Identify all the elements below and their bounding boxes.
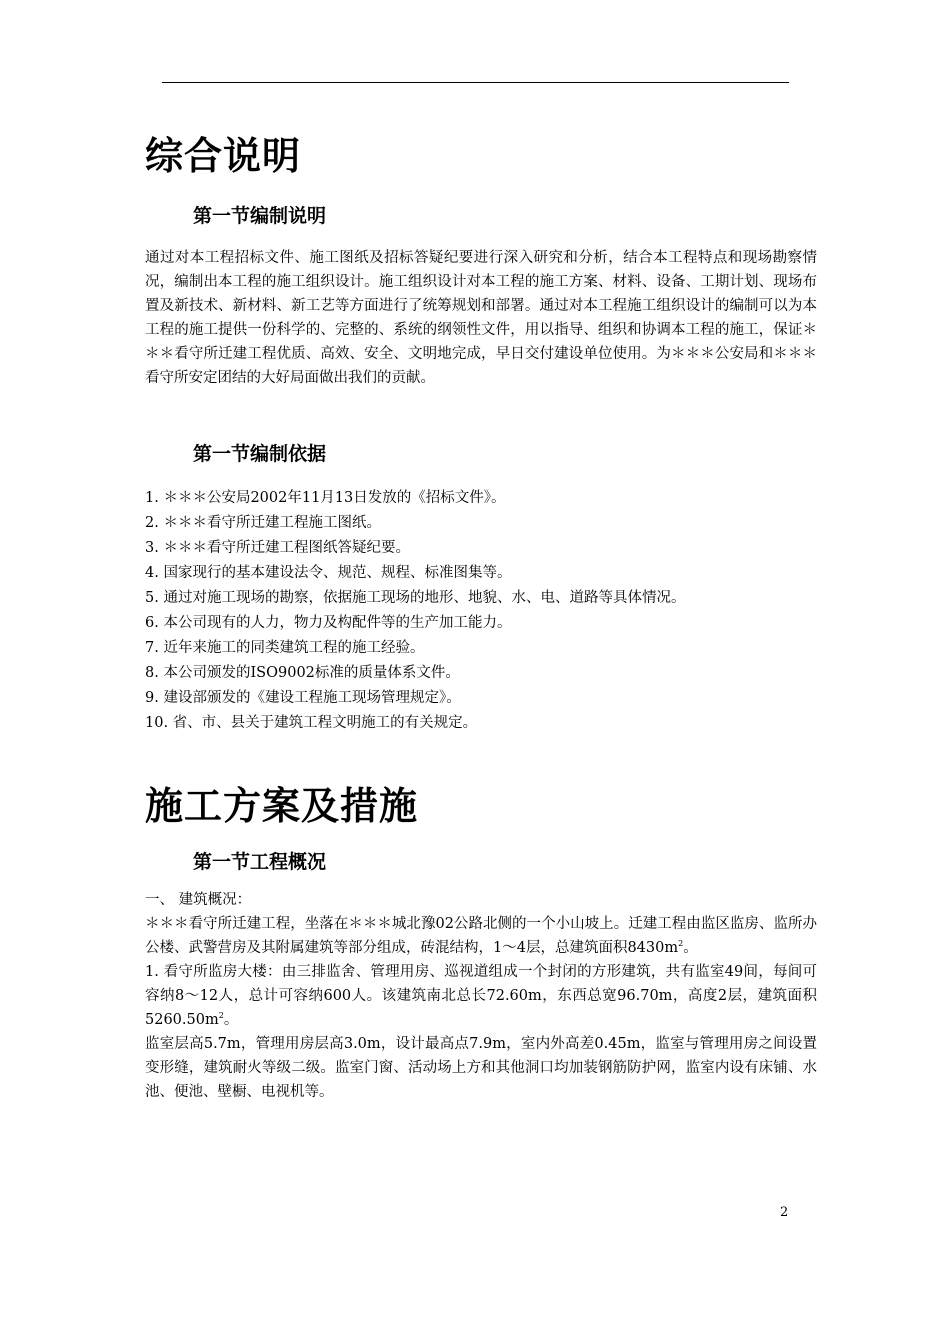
- header-rule: [162, 82, 789, 83]
- document-body: [145, 126, 817, 1104]
- overview-paragraph-detention-building: [145, 960, 817, 1032]
- sentence-end: 。: [223, 1012, 239, 1028]
- page-number: 2: [780, 1205, 789, 1220]
- list-item: 2. ＊＊＊看守所迁建工程施工图纸。: [145, 515, 381, 531]
- list-item: 4. 国家现行的基本建设法令、规范、规程、标准图集等。: [145, 565, 512, 581]
- list-item: 10. 省、市、县关于建筑工程文明施工的有关规定。: [145, 715, 478, 731]
- part-title-construction-plan: 施工方案及措施: [145, 784, 419, 828]
- list-item: 8. 本公司颁发的ISO9002标准的质量体系文件。: [145, 665, 460, 681]
- building-overview-subheading: 一、 建筑概况：: [145, 892, 252, 908]
- section-title-project-overview: 第一节工程概况: [193, 851, 327, 873]
- list-item: 1. ＊＊＊公安局2002年11月13日发放的《招标文件》。: [145, 490, 506, 506]
- overview-paragraph-location: [145, 912, 817, 960]
- sentence-end: 。: [683, 940, 698, 956]
- section-title-compilation-basis: 第一节编制依据: [193, 443, 327, 465]
- list-item: 7. 近年来施工的同类建筑工程的施工经验。: [145, 640, 425, 656]
- overview-paragraph-cell-details: 监室层高5.7m，管理用房层高3.0m，设计最高点7.9m，室内外高差0.45m，监室与管理用房之间设置变形缝，建筑耐火等级二级。监室门窗、活动场上方和其他洞口均加装钢筋防护网，监室内设有床铺、水池、便池、壁橱、电视机等。: [145, 1036, 817, 1100]
- list-item: 9. 建设部颁发的《建设工程施工现场管理规定》。: [145, 690, 461, 706]
- compilation-notes-paragraph: 通过对本工程招标文件、施工图纸及招标答疑纪要进行深入研究和分析，结合本工程特点和现场勘察情况，编制出本工程的施工组织设计。施工组织设计对本工程的施工方案、材料、设备、工期计划、现场布置及新技术、新材料、新工艺等方面进行了统筹规划和部署。通过对本工程施工组织设计的编制可以为本工程的施工提供一份科学的、完整的、系统的纲领性文件，用以指导、组织和协调本工程的施工，保证＊＊＊看守所迁建工程优质、高效、安全、文明地完成，早日交付建设单位使用。为＊＊＊公安局和＊＊＊看守所安定团结的大好局面做出我们的贡献。: [145, 250, 817, 386]
- overview-paragraph-location-text: ＊＊＊看守所迁建工程，坐落在＊＊＊城北豫02公路北侧的一个小山坡上。迁建工程由监区监房、监所办公楼、武警营房及其附属建筑等部分组成，砖混结构，1～4层，总建筑面积8430m: [145, 916, 817, 956]
- superscript-square: 2: [218, 1011, 224, 1021]
- compilation-basis-list: [145, 486, 817, 736]
- list-item: 3. ＊＊＊看守所迁建工程图纸答疑纪要。: [145, 540, 410, 556]
- overview-paragraph-detention-building-text: 1. 看守所监房大楼：由三排监舍、管理用房、巡视道组成一个封闭的方形建筑，共有监室49间，每间可容纳8～12人，总计可容纳600人。该建筑南北总长72.60m，东西总宽96.70m，高度2层，建筑面积5260.50m: [145, 964, 817, 1028]
- list-item: 6. 本公司现有的人力，物力及构配件等的生产加工能力。: [145, 615, 512, 631]
- list-item: 5. 通过对施工现场的勘察，依据施工现场的地形、地貌、水、电、道路等具体情况。: [145, 590, 686, 606]
- superscript-square: 2: [678, 939, 684, 949]
- section-title-compilation-notes: 第一节编制说明: [193, 205, 327, 227]
- part-title-overview: 综合说明: [145, 134, 302, 178]
